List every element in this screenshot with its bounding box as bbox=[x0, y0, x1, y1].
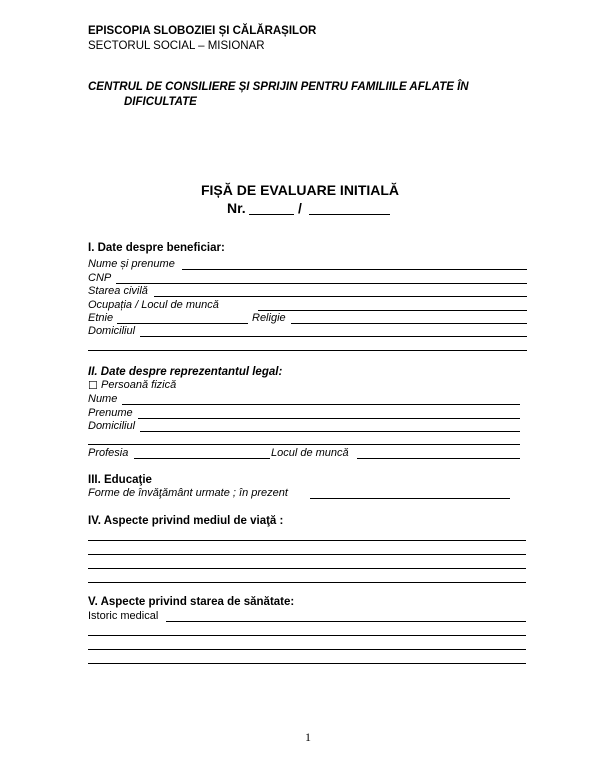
religion-label: Religie bbox=[252, 312, 286, 324]
workplace-label: Locul de muncă bbox=[271, 447, 349, 459]
cnp-label: CNP bbox=[88, 272, 112, 284]
living-env-line4[interactable] bbox=[88, 582, 526, 583]
education-label: Forme de învăţământ urmate ; în prezent bbox=[88, 487, 288, 499]
doc-number-label: Nr. bbox=[227, 200, 246, 216]
section5-heading: V. Aspecte privind starea de sănătate: bbox=[88, 596, 295, 608]
living-env-line2[interactable] bbox=[88, 554, 526, 555]
checkbox-person[interactable]: ☐ bbox=[88, 380, 98, 392]
rep-domicile-label: Domiciliul bbox=[88, 420, 136, 432]
rep-domicile-field-line2[interactable] bbox=[88, 444, 520, 445]
education-field[interactable] bbox=[310, 498, 510, 499]
page-number: 1 bbox=[305, 730, 311, 744]
section1-heading: I. Date despre beneficiar: bbox=[88, 242, 225, 254]
medical-history-line4[interactable] bbox=[88, 663, 526, 664]
org-name: EPISCOPIA SLOBOZIEI ȘI CĂLĂRAȘILOR bbox=[88, 25, 317, 37]
religion-field[interactable] bbox=[291, 323, 527, 324]
domicile-field[interactable] bbox=[140, 336, 527, 337]
living-env-line1[interactable] bbox=[88, 540, 526, 541]
rep-domicile-field[interactable] bbox=[140, 431, 520, 432]
domicile-field-line2[interactable] bbox=[88, 350, 527, 351]
section3-heading: III. Educaţie bbox=[88, 474, 152, 486]
center-title-line1: CENTRUL DE CONSILIERE ȘI SPRIJIN PENTRU FAMILIILE AFLATE ÎN bbox=[88, 81, 469, 93]
cnp-field[interactable] bbox=[116, 283, 527, 284]
person-label: Persoană fizică bbox=[101, 379, 177, 391]
occupation-label: Ocupația / Locul de muncă bbox=[88, 299, 219, 311]
doc-number-separator: / bbox=[298, 200, 302, 216]
living-env-line3[interactable] bbox=[88, 568, 526, 569]
medical-history-line2[interactable] bbox=[88, 635, 526, 636]
ethnicity-label: Etnie bbox=[88, 312, 114, 324]
name-label: Nume și prenume bbox=[88, 258, 175, 270]
medical-history-line3[interactable] bbox=[88, 649, 526, 650]
doc-number-field[interactable] bbox=[249, 214, 294, 215]
medical-history-label: Istoric medical bbox=[88, 610, 159, 622]
civil-status-field[interactable] bbox=[154, 296, 527, 297]
doc-date-field[interactable] bbox=[309, 214, 390, 215]
profession-label: Profesia bbox=[88, 447, 129, 459]
profession-field[interactable] bbox=[134, 458, 270, 459]
section4-heading: IV. Aspecte privind mediul de viaţă : bbox=[88, 515, 284, 527]
rep-firstname-label: Prenume bbox=[88, 407, 133, 419]
civil-status-label: Starea civilă bbox=[88, 285, 148, 297]
section2-heading: II. Date despre reprezentantul legal: bbox=[88, 366, 283, 378]
center-title-line2: DIFICULTATE bbox=[124, 96, 197, 108]
occupation-field[interactable] bbox=[258, 310, 527, 311]
rep-firstname-field[interactable] bbox=[138, 418, 520, 419]
medical-history-field[interactable] bbox=[166, 621, 526, 622]
department-name: SECTORUL SOCIAL – MISIONAR bbox=[88, 40, 265, 52]
workplace-field[interactable] bbox=[357, 458, 520, 459]
rep-surname-field[interactable] bbox=[122, 404, 520, 405]
ethnicity-field[interactable] bbox=[117, 323, 248, 324]
domicile-label: Domiciliul bbox=[88, 325, 136, 337]
name-field[interactable] bbox=[182, 269, 527, 270]
rep-surname-label: Nume bbox=[88, 393, 118, 405]
document-title: FIȘĂ DE EVALUARE INITIALĂ bbox=[200, 182, 400, 198]
